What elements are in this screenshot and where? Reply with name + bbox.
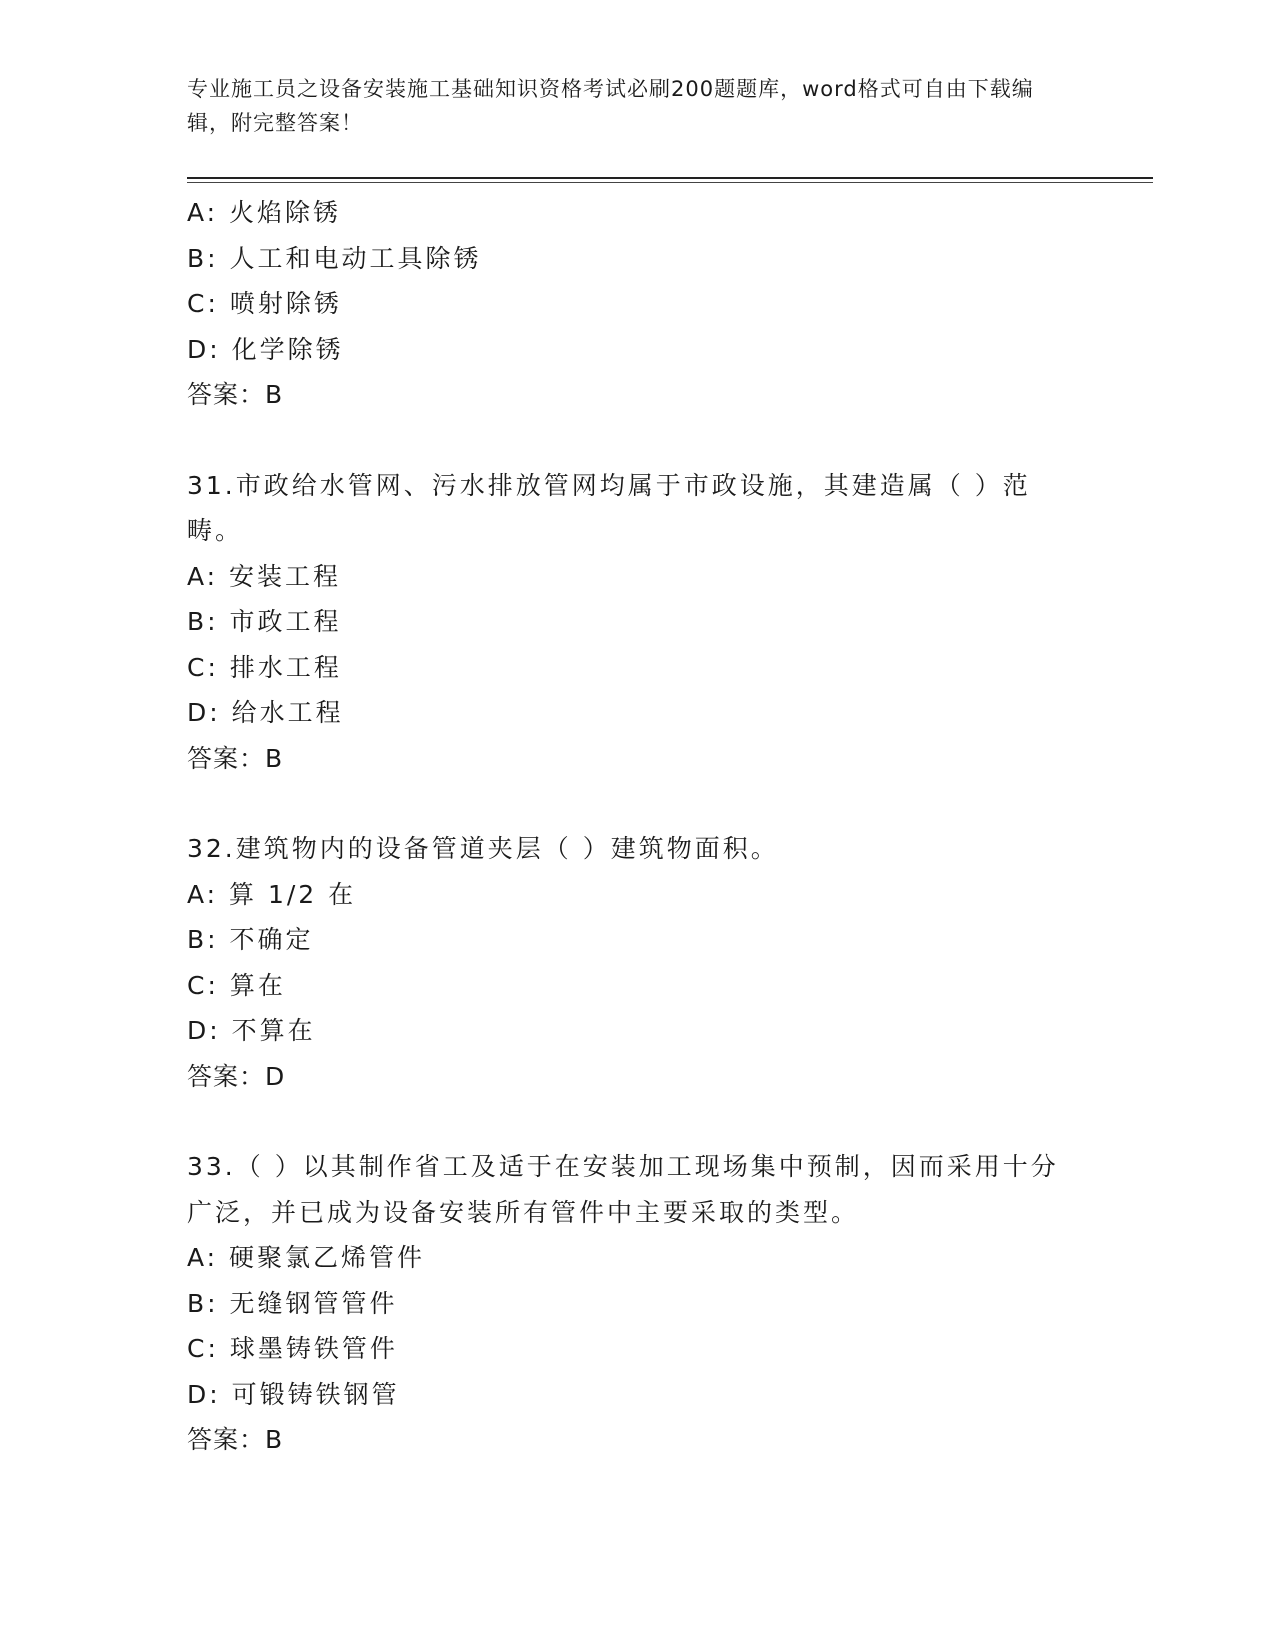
option-d: D: 化学除锈 [187,334,344,364]
header-divider-thick [187,177,1153,179]
option-a: A: 硬聚氯乙烯管件 [187,1243,426,1272]
option-a: A: 安装工程 [187,561,342,591]
answer-line: 答案：B [187,1425,284,1454]
answer-line: 答案：D [187,1061,286,1091]
option-c: C: 喷射除锈 [187,289,342,318]
option-b: B: 不确定 [187,925,314,954]
question-content [187,190,1067,1463]
option-b: B: 市政工程 [187,607,342,636]
answer-line: 答案：B [187,743,284,773]
option-d: D: 不算在 [187,1016,316,1045]
question-block-partial [187,190,1067,418]
option-b: B: 人工和电动工具除锈 [187,243,482,273]
header-divider-thin [187,182,1153,183]
question-text: 33.（ ）以其制作省工及适于在安装加工现场集中预制，因而采用十分广泛，并已成为设备安装所有管件中主要采取的类型。 [187,1152,1059,1227]
question-block-33 [187,1144,1067,1463]
option-b: B: 无缝钢管管件 [187,1288,398,1318]
option-c: C: 排水工程 [187,652,342,682]
option-d: D: 可锻铸铁钢管 [187,1379,400,1409]
option-c: C: 算在 [187,970,286,1000]
question-text: 31.市政给水管网、污水排放管网均属于市政设施，其建造属（ ）范畴。 [187,470,1031,545]
question-block-32 [187,826,1067,1099]
option-c: C: 球墨铸铁管件 [187,1334,398,1363]
answer-line: 答案：B [187,380,284,409]
question-block-31 [187,463,1067,782]
option-a: A: 火焰除锈 [187,198,342,227]
question-text: 32.建筑物内的设备管道夹层（ ）建筑物面积。 [187,834,779,863]
option-d: D: 给水工程 [187,698,344,727]
document-header: 专业施工员之设备安装施工基础知识资格考试必刷200题题库，word格式可自由下载编辑，附完整答案！ [187,77,1034,135]
option-a: A: 算 1/2 在 [187,879,357,909]
